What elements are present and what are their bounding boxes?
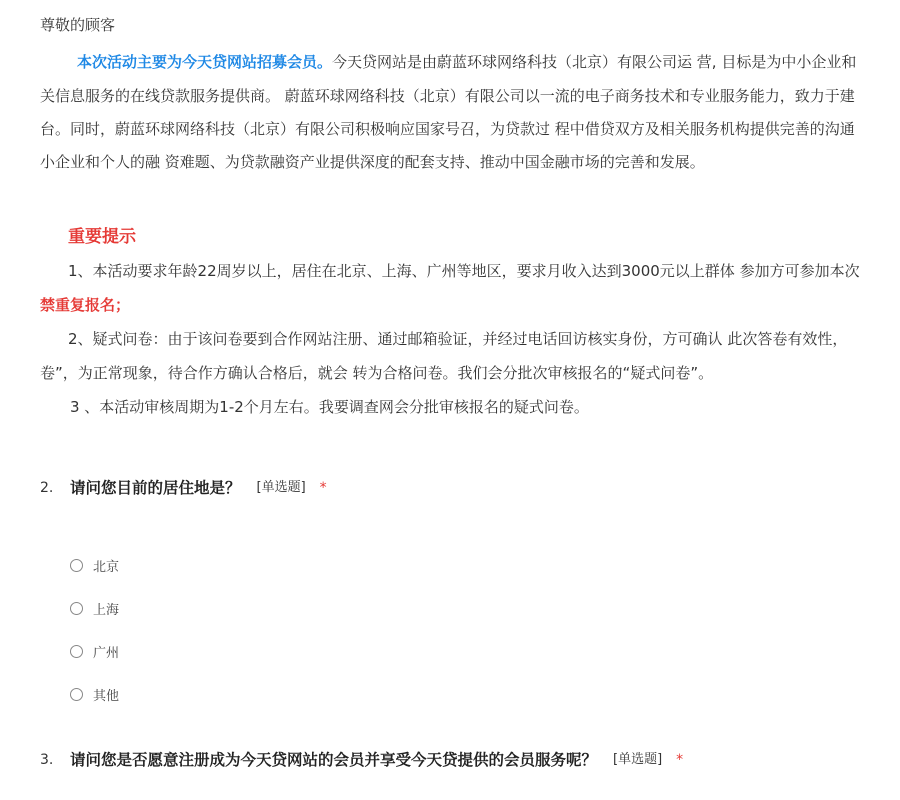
- radio-button[interactable]: [70, 559, 83, 572]
- notice-item-1-warning: 禁重复报名；: [40, 296, 131, 314]
- notice-item-2: 2、疑式问卷：由于该问卷要到合作网站注册、通过邮箱验证，并经过电话回访核实身份，方可确认 此次答卷有效性，: [68, 330, 848, 348]
- option-other[interactable]: [70, 673, 900, 716]
- intro-paragraph: [40, 45, 900, 80]
- option-guangzhou[interactable]: [70, 630, 900, 673]
- intro-line-1: 今天贷网站是由蔚蓝环球网络科技（北京）有限公司运 营, 目标是为中小企业和: [332, 53, 857, 71]
- notice-title: 重要提示: [68, 227, 136, 247]
- option-beijing[interactable]: [70, 544, 900, 587]
- question-3: [40, 748, 900, 772]
- question-text: 请问您目前的居住地是？: [70, 479, 241, 497]
- notice-section: [40, 220, 900, 424]
- question-2: [40, 476, 900, 716]
- radio-button[interactable]: [70, 645, 83, 658]
- option-label: 上海: [93, 603, 120, 618]
- option-list: [40, 544, 900, 716]
- greeting-text: 尊敬的顾客: [40, 16, 116, 34]
- radio-button[interactable]: [70, 688, 83, 701]
- required-marker: *: [676, 752, 684, 768]
- option-label: 广州: [93, 646, 120, 661]
- radio-button[interactable]: [70, 602, 83, 615]
- required-marker: *: [319, 480, 327, 496]
- notice-item-3: 3 、本活动审核周期为1-2个月左右。我要调查网会分批审核报名的疑式问卷。: [70, 398, 589, 416]
- intro-line-2: 关信息服务的在线贷款服务提供商。 蔚蓝环球网络科技（北京）有限公司以一流的电子商务技术和专业服务能力，致力于建: [40, 86, 855, 105]
- notice-item-2-cont: 卷”，为正常现象，待合作方确认合格后，就会 转为合格问卷。我们会分批次审核报名的“疑式问卷”。: [40, 364, 714, 382]
- intro-line-3: 台。同时，蔚蓝环球网络科技（北京）有限公司积极响应国家号召，为贷款过 程中借贷双方及相关服务机构提供完善的沟通: [40, 119, 855, 138]
- intro-section: [40, 14, 900, 179]
- question-header: [40, 476, 900, 500]
- question-header: [40, 748, 900, 772]
- intro-highlight: 本次活动主要为今天贷网站招募会员。: [77, 53, 333, 71]
- option-label: 北京: [93, 560, 120, 575]
- question-number: 2.: [40, 480, 54, 496]
- option-shanghai[interactable]: [70, 587, 900, 630]
- question-text: 请问您是否愿意注册成为今天贷网站的会员并享受今天贷提供的会员服务呢？: [70, 751, 598, 769]
- question-type: [单选题]: [613, 752, 663, 767]
- question-number: 3.: [40, 752, 54, 768]
- question-type: [单选题]: [256, 480, 306, 495]
- notice-item-1: 1、本活动要求年龄22周岁以上，居住在北京、上海、广州等地区，要求月收入达到3000元以上群体 参加方可参加本次: [68, 262, 860, 280]
- intro-line-4: 小企业和个人的融 资难题、为贷款融资产业提供深度的配套支持、推动中国金融市场的完善和发展。: [40, 152, 705, 171]
- option-label: 其他: [93, 689, 120, 704]
